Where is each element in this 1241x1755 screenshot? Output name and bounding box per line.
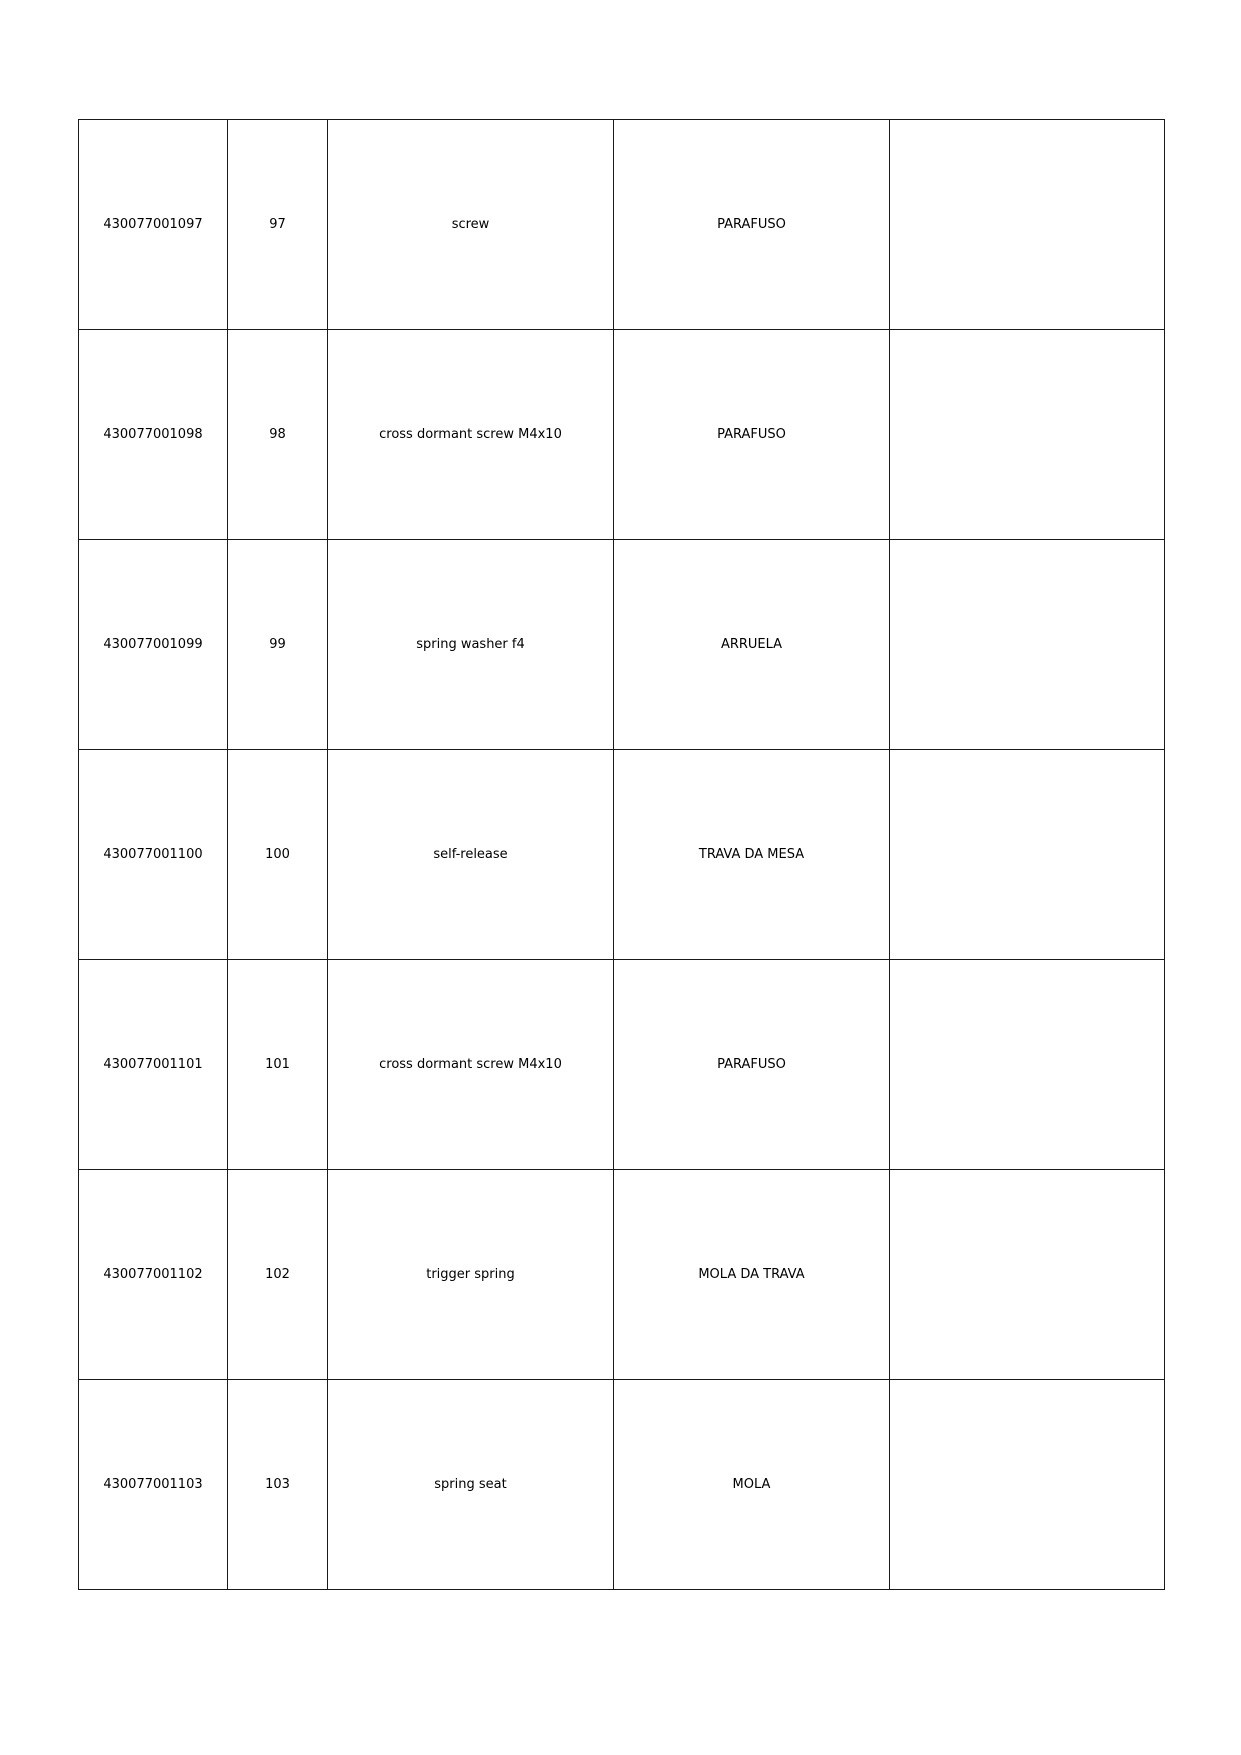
notes-cell (890, 540, 1165, 750)
description-en-cell: cross dormant screw M4x10 (328, 330, 614, 540)
notes-cell (890, 750, 1165, 960)
item-number-cell: 97 (228, 120, 328, 330)
item-number-cell: 102 (228, 1170, 328, 1380)
description-en-cell: cross dormant screw M4x10 (328, 960, 614, 1170)
description-en-cell: trigger spring (328, 1170, 614, 1380)
item-number-cell: 99 (228, 540, 328, 750)
part-code-cell: 430077001103 (79, 1380, 228, 1590)
part-code-cell: 430077001100 (79, 750, 228, 960)
description-en-cell: spring seat (328, 1380, 614, 1590)
table-row (79, 120, 1165, 330)
part-code-cell: 430077001101 (79, 960, 228, 1170)
part-code-cell: 430077001097 (79, 120, 228, 330)
parts-table (78, 119, 1165, 1590)
part-code-cell: 430077001102 (79, 1170, 228, 1380)
description-pt-cell: TRAVA DA MESA (614, 750, 890, 960)
table-row (79, 960, 1165, 1170)
part-code-cell: 430077001098 (79, 330, 228, 540)
table-row (79, 1170, 1165, 1380)
notes-cell (890, 1170, 1165, 1380)
description-en-cell: screw (328, 120, 614, 330)
description-pt-cell: ARRUELA (614, 540, 890, 750)
item-number-cell: 98 (228, 330, 328, 540)
item-number-cell: 100 (228, 750, 328, 960)
description-en-cell: spring washer f4 (328, 540, 614, 750)
description-pt-cell: PARAFUSO (614, 120, 890, 330)
description-pt-cell: MOLA (614, 1380, 890, 1590)
table-row (79, 1380, 1165, 1590)
table-row (79, 540, 1165, 750)
description-pt-cell: PARAFUSO (614, 330, 890, 540)
notes-cell (890, 1380, 1165, 1590)
notes-cell (890, 330, 1165, 540)
notes-cell (890, 960, 1165, 1170)
description-pt-cell: PARAFUSO (614, 960, 890, 1170)
notes-cell (890, 120, 1165, 330)
item-number-cell: 103 (228, 1380, 328, 1590)
description-pt-cell: MOLA DA TRAVA (614, 1170, 890, 1380)
part-code-cell: 430077001099 (79, 540, 228, 750)
table-row (79, 330, 1165, 540)
item-number-cell: 101 (228, 960, 328, 1170)
description-en-cell: self-release (328, 750, 614, 960)
table-row (79, 750, 1165, 960)
